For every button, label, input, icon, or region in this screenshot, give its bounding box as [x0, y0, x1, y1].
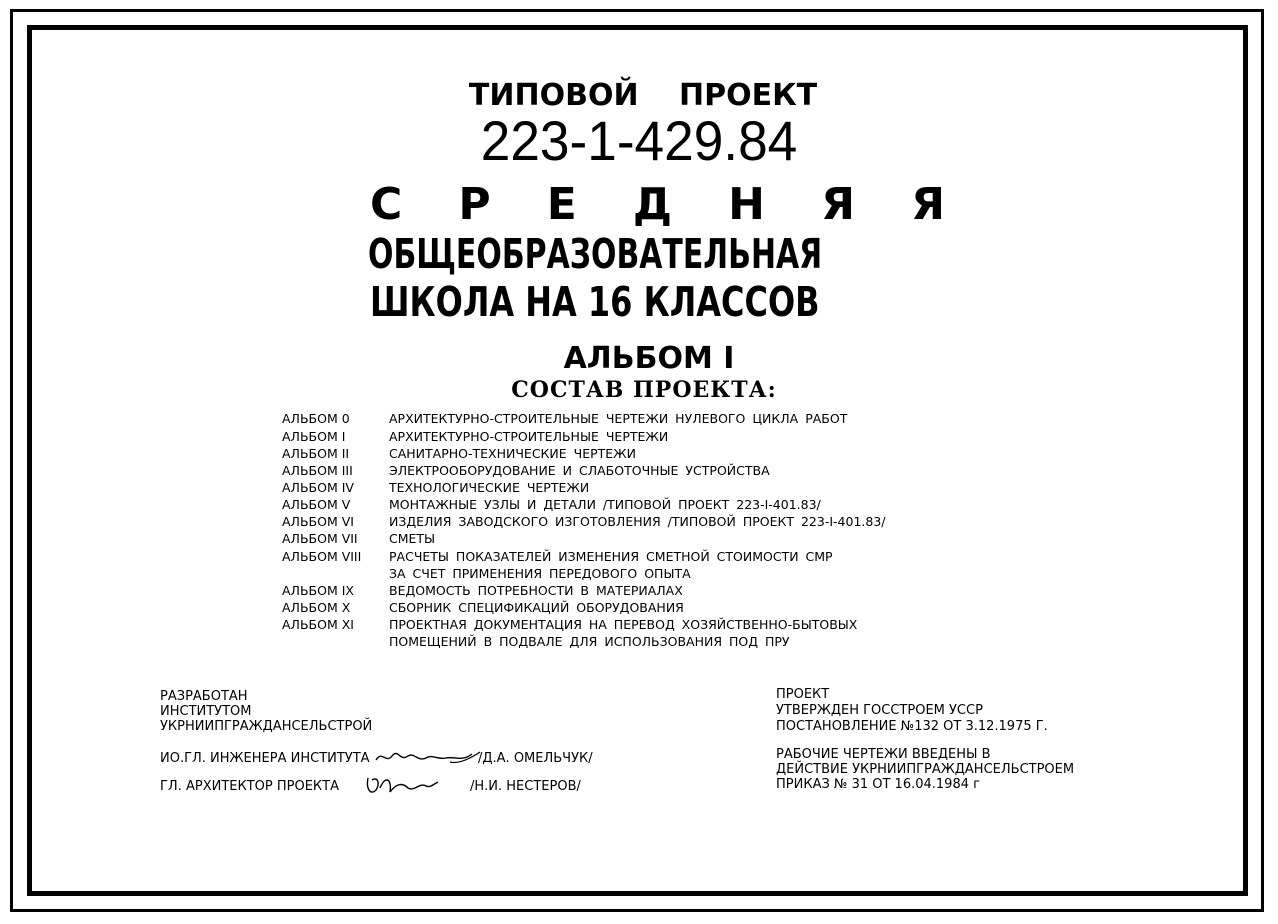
- title-letter: Н: [728, 179, 765, 230]
- album-label: АЛЬБОМ IV: [282, 480, 354, 495]
- title-letter: Я: [911, 179, 945, 230]
- album-label: АЛЬБОМ IX: [282, 583, 354, 598]
- chief-architect-name: /Н.И. НЕСТЕРОВ/: [470, 779, 581, 794]
- title-letter: С: [370, 179, 403, 230]
- album-description: ВЕДОМОСТЬ ПОТРЕБНОСТИ В МАТЕРИАЛАХ: [389, 583, 683, 598]
- chief-engineer-title: ИО.ГЛ. ИНЖЕНЕРА ИНСТИТУТА: [160, 751, 370, 766]
- chief-engineer-name: /Д.А. ОМЕЛЬЧУК/: [478, 751, 593, 766]
- title-line-2: ОБЩЕОБРАЗОВАТЕЛЬНАЯ: [368, 230, 823, 278]
- album-label: АЛЬБОМ V: [282, 497, 351, 512]
- title-letter: Д: [632, 179, 673, 230]
- album-title: АЛЬБОМ I: [563, 341, 735, 376]
- album-description: АРХИТЕКТУРНО-СТРОИТЕЛЬНЫЕ ЧЕРТЕЖИ: [389, 429, 669, 444]
- title-line-1: [370, 178, 945, 232]
- album-label: АЛЬБОМ X: [282, 600, 351, 615]
- approval-line: ДЕЙСТВИЕ УКРНИИПГРАЖДАНСЕЛЬСТРОЕМ: [776, 762, 1075, 777]
- album-description: СМЕТЫ: [389, 531, 436, 546]
- title-line-3: ШКОЛА НА 16 КЛАССОВ: [370, 278, 820, 326]
- title-letter: Я: [821, 179, 855, 230]
- album-label: АЛЬБОМ I: [282, 429, 346, 444]
- album-description: АРХИТЕКТУРНО-СТРОИТЕЛЬНЫЕ ЧЕРТЕЖИ НУЛЕВОГО ЦИКЛА РАБОТ: [389, 411, 848, 426]
- doc-type: ТИПОВОЙ ПРОЕКТ: [468, 78, 818, 113]
- album-label: АЛЬБОМ III: [282, 463, 353, 478]
- album-description: РАСЧЕТЫ ПОКАЗАТЕЛЕЙ ИЗМЕНЕНИЯ СМЕТНОЙ СТОИМОСТИ СМР: [389, 549, 833, 564]
- album-description: ЗА СЧЕТ ПРИМЕНЕНИЯ ПЕРЕДОВОГО ОПЫТА: [389, 566, 691, 581]
- album-label: АЛЬБОМ 0: [282, 411, 350, 426]
- approval-order: ПРИКАЗ № 31 ОТ 16.04.1984 г: [776, 777, 980, 792]
- developer-line: РАЗРАБОТАН: [160, 689, 248, 704]
- developer-institute: УКРНИИПГРАЖДАНСЕЛЬСТРОЙ: [160, 719, 373, 734]
- title-letter: Е: [546, 179, 577, 230]
- album-description: ИЗДЕЛИЯ ЗАВОДСКОГО ИЗГОТОВЛЕНИЯ /ТИПОВОЙ ПРОЕКТ 223-I-401.83/: [389, 514, 886, 529]
- chief-architect-title: ГЛ. АРХИТЕКТОР ПРОЕКТА: [160, 779, 339, 794]
- album-label: АЛЬБОМ XI: [282, 617, 354, 632]
- album-description: ТЕХНОЛОГИЧЕСКИЕ ЧЕРТЕЖИ: [389, 480, 590, 495]
- album-description: ЭЛЕКТРООБОРУДОВАНИЕ И СЛАБОТОЧНЫЕ УСТРОЙСТВА: [389, 463, 770, 478]
- album-label: АЛЬБОМ VII: [282, 531, 358, 546]
- album-label: АЛЬБОМ VI: [282, 514, 354, 529]
- album-description: САНИТАРНО-ТЕХНИЧЕСКИЕ ЧЕРТЕЖИ: [389, 446, 636, 461]
- album-description: СБОРНИК СПЕЦИФИКАЦИЙ ОБОРУДОВАНИЯ: [389, 600, 684, 615]
- album-description: ПРОЕКТНАЯ ДОКУМЕНТАЦИЯ НА ПЕРЕВОД ХОЗЯЙСТВЕННО-БЫТОВЫХ: [389, 617, 858, 632]
- developer-line: ИНСТИТУТОМ: [160, 704, 252, 719]
- title-letter: Р: [458, 179, 491, 230]
- contents-heading: СОСТАВ ПРОЕКТА:: [511, 377, 777, 403]
- approval-line: УТВЕРЖДЕН ГОССТРОЕМ УССР: [776, 703, 983, 718]
- approval-decree: ПОСТАНОВЛЕНИЕ №132 ОТ 3.12.1975 Г.: [776, 719, 1048, 734]
- approval-line: ПРОЕКТ: [776, 687, 830, 702]
- chief-engineer-signature: [372, 744, 484, 770]
- album-label: АЛЬБОМ II: [282, 446, 350, 461]
- chief-architect-signature: [362, 770, 442, 800]
- album-description: МОНТАЖНЫЕ УЗЛЫ И ДЕТАЛИ /ТИПОВОЙ ПРОЕКТ 223-I-401.83/: [389, 497, 821, 512]
- project-code: 223-1-429.84: [480, 109, 798, 172]
- album-description: ПОМЕЩЕНИЙ В ПОДВАЛЕ ДЛЯ ИСПОЛЬЗОВАНИЯ ПОД ПРУ: [389, 634, 790, 649]
- album-label: АЛЬБОМ VIII: [282, 549, 362, 564]
- approval-line: РАБОЧИЕ ЧЕРТЕЖИ ВВЕДЕНЫ В: [776, 747, 991, 762]
